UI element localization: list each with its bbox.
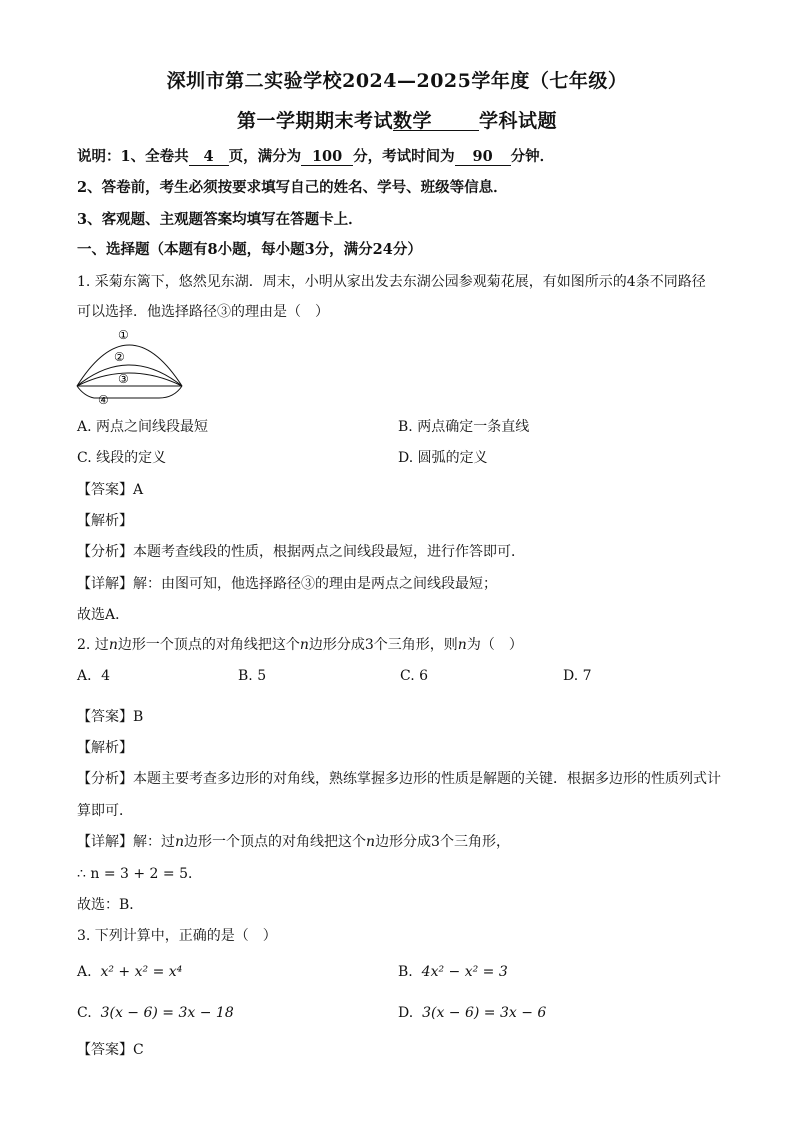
q2-stem-b: 边形一个顶点的对角线把这个 bbox=[117, 637, 300, 653]
page-count: 4 bbox=[189, 148, 229, 166]
q2-analysis-line2: 算即可． bbox=[77, 803, 133, 819]
section-heading: 一、选择题（本题有8小题，每小题3分，满分24分） bbox=[77, 241, 422, 258]
q3-option-c-label: C. bbox=[77, 1005, 92, 1021]
exam-title-part-a: 第一学期期末考试 bbox=[236, 110, 393, 132]
note-3: 3、客观题、主观题答案均填写在答题卡上． bbox=[77, 211, 363, 228]
q2-stem-d: 为（ ） bbox=[466, 637, 523, 653]
q3-option-c-expr: 3(x − 6) = 3x − 18 bbox=[100, 1005, 234, 1021]
label-path-4: ④ bbox=[98, 393, 109, 406]
q2-answer: 【答案】B bbox=[77, 709, 144, 725]
q2-analysis-line1: 【分析】本题主要考查多边形的对角线，熟练掌握多边形的性质是解题的关键．根据多边形的性质列式计 bbox=[77, 771, 721, 787]
exam-title-line1: 深圳市第二实验学校2024—2025学年度（七年级） bbox=[166, 70, 628, 92]
q2-detail-b: 边形一个顶点的对角线把这个 bbox=[184, 834, 367, 850]
q1-analysis-label: 【解析】 bbox=[77, 513, 133, 529]
note-1-text-a: 说明：1、全卷共 bbox=[77, 148, 189, 165]
q1-answer: 【答案】A bbox=[77, 482, 144, 498]
q1-option-d: D. 圆弧的定义 bbox=[398, 450, 488, 466]
q2-stem bbox=[77, 635, 523, 655]
q3-option-d-expr: 3(x − 6) = 3x − 6 bbox=[422, 1005, 547, 1021]
q2-detail bbox=[77, 832, 510, 852]
q2-var-n: n bbox=[457, 637, 467, 653]
q3-stem: 3. 下列计算中，正确的是（ ） bbox=[77, 928, 277, 944]
q1-option-c: C. 线段的定义 bbox=[77, 450, 167, 466]
q2-detail-a: 【详解】解：过 bbox=[77, 834, 175, 850]
q3-option-b bbox=[398, 962, 508, 982]
q3-option-a bbox=[77, 962, 182, 982]
exam-title-line2 bbox=[0, 106, 794, 133]
exam-subject-blank bbox=[393, 110, 479, 132]
q2-detail-var-n: n bbox=[366, 834, 376, 850]
q2-var-n: n bbox=[299, 637, 309, 653]
q1-stem-line2: 可以选择．他选择路径③的理由是（ ） bbox=[77, 304, 329, 320]
q2-detail-var-n: n bbox=[175, 834, 185, 850]
note-1-text-c: 分，考试时间为 bbox=[353, 148, 455, 165]
q2-option-d: D. 7 bbox=[563, 668, 592, 684]
q3-option-b-expr: 4x² − x² = 3 bbox=[421, 964, 508, 980]
q2-therefore: ∴ n = 3 + 2 = 5． bbox=[77, 866, 202, 882]
q1-option-a: A. 两点之间线段最短 bbox=[77, 419, 209, 435]
q3-option-a-label: A. bbox=[77, 964, 92, 980]
q1-stem-line1: 1. 采菊东篱下，悠然见东湖．周末，小明从家出发去东湖公园参观菊花展，有如图所示的4条不同路径 bbox=[77, 274, 706, 290]
q2-option-a: A．4 bbox=[77, 668, 111, 684]
total-score: 100 bbox=[301, 148, 353, 166]
q3-option-b-label: B. bbox=[398, 964, 413, 980]
q3-option-d bbox=[398, 1003, 546, 1023]
q2-analysis-label: 【解析】 bbox=[77, 740, 133, 756]
q2-detail-c: 边形分成3个三角形， bbox=[375, 834, 510, 850]
q2-stem-a: 2. 过 bbox=[77, 637, 109, 653]
q2-option-b: B. 5 bbox=[238, 668, 267, 684]
path-2-arc bbox=[77, 365, 182, 386]
q1-detail: 【详解】解：由图可知，他选择路径③的理由是两点之间线段最短； bbox=[77, 576, 497, 592]
q3-answer: 【答案】C bbox=[77, 1042, 144, 1058]
q1-path-diagram bbox=[74, 326, 186, 406]
q2-conclusion: 故选：B． bbox=[77, 897, 144, 913]
q3-option-c bbox=[77, 1003, 234, 1023]
exam-time: 90 bbox=[455, 148, 511, 166]
exam-subject: 数学 bbox=[393, 110, 433, 132]
note-1-text-b: 页，满分为 bbox=[228, 148, 302, 165]
q1-conclusion: 故选A． bbox=[77, 607, 130, 623]
q2-var-n: n bbox=[108, 637, 118, 653]
q3-option-d-label: D. bbox=[398, 1005, 414, 1021]
label-path-1: ① bbox=[118, 328, 129, 342]
label-path-3: ③ bbox=[118, 372, 129, 386]
path-4-curve bbox=[77, 386, 182, 398]
note-1 bbox=[77, 147, 554, 167]
q2-stem-c: 边形分成3个三角形，则 bbox=[308, 637, 458, 653]
q1-analysis: 【分析】本题考查线段的性质，根据两点之间线段最短，进行作答即可． bbox=[77, 544, 525, 560]
note-1-text-d: 分钟． bbox=[510, 148, 555, 165]
exam-title-part-b: 学科试题 bbox=[479, 110, 558, 132]
q2-option-c: C. 6 bbox=[400, 668, 429, 684]
q3-option-a-expr: x² + x² = x⁴ bbox=[100, 964, 183, 980]
note-2: 2、答卷前，考生必须按要求填写自己的姓名、学号、班级等信息． bbox=[77, 179, 508, 196]
label-path-2: ② bbox=[114, 350, 125, 364]
q1-option-b: B. 两点确定一条直线 bbox=[398, 419, 530, 435]
